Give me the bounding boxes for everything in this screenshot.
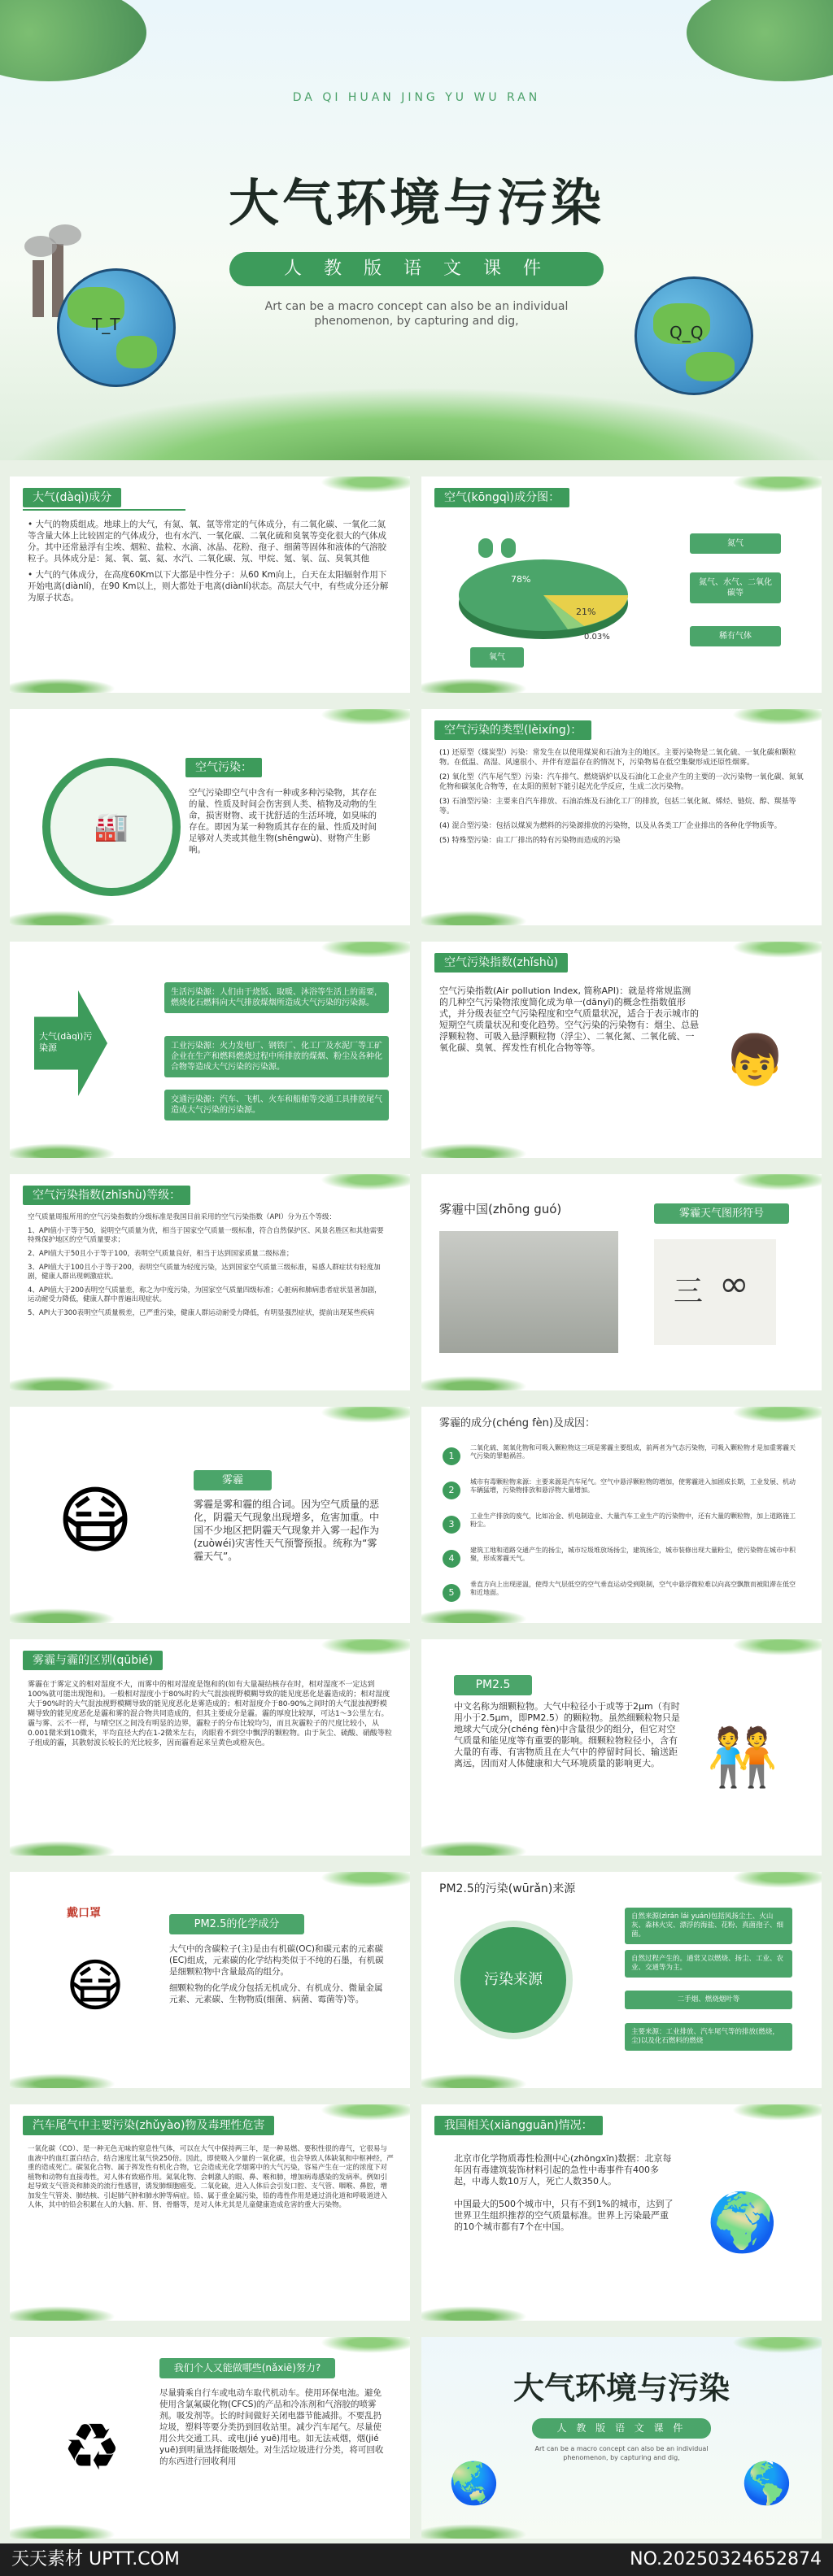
list-item: (1) 还原型（煤炭型）污染：常发生在以使用煤炭和石油为主的地区。主要污染物是二氧化硫、一氧化碳和颗粒物。在低温、高湿、风速很小、并伴有逆温存在的情况下，污染物易在低空集聚形成还原性烟雾。 bbox=[439, 749, 796, 767]
slide-pollution-sources bbox=[10, 942, 410, 1158]
slide-heading: 雾霾的成分(chéng fèn)及成因： bbox=[439, 1417, 595, 1429]
slide-exhaust-pollutants bbox=[10, 2104, 410, 2321]
cover-description: Art can be a macro concept can also be an individual phenomenon, by capturing and dig, bbox=[264, 300, 569, 328]
slide-heading: 我国相关(xiāngguān)情况： bbox=[434, 2116, 603, 2135]
sad-earth-icon: T_T bbox=[57, 268, 176, 387]
slide-heading: 雾霾与霾的区别(qūbié) bbox=[23, 1651, 163, 1670]
list-item: (4) 混合型污染：包括以煤炭为燃料的污染源排放的污染物，以及从各类工厂企业排出的各种化学物质等。 bbox=[439, 822, 782, 830]
list-item: 城市有毒颗粒物来源：主要来源是汽车尾气。空气中悬浮颗粒物的增加，使雾霾进入加剧成长期，工业发展、机动车辆猛增，污染物排放和悬浮物大量增加。 bbox=[470, 1478, 796, 1494]
polluted-earth-icon: 🌍 bbox=[707, 2188, 778, 2256]
students-icon: 🧑‍🤝‍🧑 bbox=[707, 1723, 778, 1791]
recycling-earth-icon: ♻ bbox=[63, 2408, 121, 2485]
list-item: 4、API值大于200表明空气质量差，称之为中度污染，为国家空气质量四级标准；心脏病和肺病患者症状显著加剧，运动耐受力降低，健康人群中普遍出现症状。 bbox=[28, 1286, 382, 1303]
paragraph: 雾霾在于雾定义的相对湿度不大，而雾中的相对湿度是饱和的(如有大量凝结核存在时，相对湿度不一定达到100%就可能出现饱和)。一般相对湿度小于80%时的大气混浊视野模糊导致的能见度恶化是霾造成的；相对湿度大于90%时的大气混浊视野模糊导致的能见度恶化是雾造成的；相对湿度介于80-90%之间时的大气混浊视野模糊导致的能见度恶化是霾和雾的混合物共同造成的，但其主要成分是霾。霾的厚度比较厚，可达1～3公里左右。霾与雾、云不一样，与晴空区之间没有明显的边界，霾粒子的分布比较均匀，而且灰霾粒子的尺度比较小，从0.001微米到10微米，平均直径大约在1-2微米左右，肉眼看不到空中飘浮的颗粒物。由于灰尘、硫酸、硝酸等粒子组成的霾，其散射波长较长的光比较多，因而霾看起来呈黄色或橙灰色。 bbox=[28, 1681, 392, 1747]
source-box: 生活污染源：人们由于烧饭、取暖、沐浴等生活上的需要，燃烧化石燃料向大气排放煤烟所造成大气污染的污染源。 bbox=[164, 982, 389, 1013]
paragraph: 中文名称为细颗粒物。大气中粒径小于或等于2μm（有时用小于2.5μm，即PM2.5）的颗粒物。虽然细颗粒物只是地球大气成分(chéng fèn)中含量很少的组分，但它对空气质量和能见度等有重要的影响。细颗粒物粒径小，含有大量的有毒、有害物质且在大气中的停留时间长、输送距离远，因而对人体健康和大气环境质量的影响更大。 bbox=[454, 1701, 680, 1769]
paragraph: 大气中的含碳粒子(主)是由有机碳(OC)和碳元素的元素碳(EC)组成，元素碳的化学结构类似于不纯的石墨，有机碳是细颗粒物中含量最高的组分。 bbox=[169, 1944, 384, 1977]
slide-heading: 空气污染指数(zhǐshù) bbox=[434, 953, 568, 973]
slide-end-cover bbox=[421, 2337, 822, 2539]
list-item: 2、API值大于50且小于等于100，表明空气质量良好，相当于达到国家质量二级标准； bbox=[28, 1250, 294, 1258]
slide-pollution-types bbox=[421, 709, 822, 925]
slide-fog-vs-haze bbox=[10, 1639, 410, 1856]
end-pill: 人 教 版 语 文 课 件 bbox=[532, 2418, 711, 2439]
slide-personal-efforts bbox=[10, 2337, 410, 2539]
slide-heading: PM2.5的污染(wūrǎn)来源 bbox=[439, 1882, 576, 1895]
paragraph: 北京市化学物质毒性检测中心(zhōngxīn)数据：北京每年因有毒建筑装饰材料引起的急性中毒事件有400多起，中毒人数10万人，死亡人数350人。 bbox=[454, 2153, 672, 2187]
heading-underline bbox=[23, 509, 185, 511]
slide-api-levels bbox=[10, 1174, 410, 1390]
list-item: 3、API值大于100且小于等于200，表明空气质量为轻度污染，达到国家空气质量三级标准，易感人群症状有轻度加剧，健康人群出现刺激症状。 bbox=[28, 1264, 381, 1281]
source-item: 二手烟、燃烧烟叶等 bbox=[625, 1991, 792, 2009]
slide-smog-china bbox=[421, 1174, 822, 1390]
list-item: (5) 特殊型污染：由工厂排出的特有污染物而造成的污染 bbox=[439, 837, 621, 845]
list-item: 5、API大于300表明空气质量极差，已严重污染，健康人群运动耐受力降低，有明显强烈症状，提前出现某些疾病 bbox=[28, 1309, 375, 1317]
watermark-footer bbox=[0, 2543, 833, 2576]
cover-title: 大气环境与污染 bbox=[228, 173, 604, 233]
list-item: 工业生产排放的废气，比如冶金、机电制造业、大量汽车工业生产的污染物中，还有大量的颗粒物，加上道路施工粉尘。 bbox=[470, 1512, 796, 1528]
paragraph: 中国最大的500个城市中，只有不到1%的城市，达到了世界卫生组织推荐的空气质量标准。世界上污染最严重的10个城市都有7个在中国。 bbox=[454, 2199, 674, 2232]
slide-heading: 我们个人又能做哪些(nǎxiē)努力? bbox=[159, 2358, 335, 2378]
slide-heading: 空气污染指数(zhǐshù)等级： bbox=[23, 1186, 190, 1205]
source-item: 主要来源：工业排放、汽车尾气等的排放(燃烧，尘)以及化石燃料的燃烧 bbox=[625, 2023, 792, 2051]
list-item: 垂直方向上出现逆温，使得大气层低空的空气垂直运动受到限制，空气中悬浮微粒难以向高空飘散而被阻滞在低空和近地面。 bbox=[470, 1581, 796, 1596]
list-item: 建筑工地和道路交通产生的扬尘，城市垃圾堆放场扬尘，建筑扬尘，城市装修出现大量粉尘，使污染物在城市中积聚，形成雾霾天气。 bbox=[470, 1547, 796, 1562]
slide-heading: 汽车尾气中主要污染(zhǔyào)物及毒理性危害 bbox=[23, 2116, 274, 2135]
crying-earth-icon: 🌎 bbox=[741, 2459, 793, 2507]
slide-atmosphere-composition bbox=[10, 476, 410, 693]
grass-decoration bbox=[0, 387, 833, 460]
slide-smog-definition bbox=[10, 1407, 410, 1623]
watermark-id: NO.20250324652874 bbox=[630, 2549, 822, 2569]
slide-heading: 雾霾 bbox=[194, 1470, 272, 1490]
pollution-icon: 🏭 bbox=[42, 758, 181, 896]
symbol-panel bbox=[654, 1239, 776, 1345]
smog-symbol: ∞ bbox=[719, 1264, 749, 1305]
slide-air-composition-chart bbox=[421, 476, 822, 693]
pie-label-78: 78% bbox=[511, 574, 531, 585]
paragraph: 空气污染即空气中含有一种或多种污染物，其存在的量、性质及时间会伤害到人类、植物及动物的生命，损害财物、或干扰舒适的生活环境，如臭味的存在。即因为某一种物质其存在的量、性质及时间足够对人类或其他生物(shēngwù)、财物产生影响。 bbox=[189, 788, 377, 855]
list-item: (2) 氧化型（汽车尾气型）污染：汽车排气、燃烧锅炉以及石油化工企业产生的主要的一次污染物一氧化碳、氮氧化物和碳氢化合物等，在太阳的照射下能引起光化学反应，生成二次污染物。 bbox=[439, 773, 804, 791]
slide-heading: 大气(dàqì)成分 bbox=[23, 488, 121, 507]
slide-heading: PM2.5的化学成分 bbox=[169, 1914, 304, 1934]
slide-heading: 空气污染的类型(lèixíng)： bbox=[434, 720, 591, 740]
masked-family-icon: 😷 bbox=[65, 1952, 125, 2019]
slide-heading: 空气(kōngqì)成分图： bbox=[434, 488, 569, 507]
list-item: 二氧化硫、氮氧化物和可吸入颗粒物这三项是雾霾主要组成，前两者为气态污染物，可吸入颗粒物才是加重雾霾天气污染的罪魁祸首。 bbox=[470, 1444, 796, 1460]
slide-smog-components: 雾霾的成分(chéng fèn)及成因： 1 2 3 4 5 二氧化硫、氮氧化物和可吸入颗粒物这三项是雾霾主要组成，前两者为气态污染物，可吸入颗粒物才是加重雾霾天气污染的罪魁祸首。 城市有毒颗粒物来源：主要来源是汽车尾气。空气中悬浮颗粒物的增加，使雾霾进入加剧成长期，工业发展、机动车辆猛增，污染物排放和悬浮物大量增加。 工业生产排放的废气，比如冶金、机电制造业、大量汽车工业生产的污染物中，还有大量的颗粒物，加上道路施工粉尘。 建筑工地和道路交通产生的扬尘，城市垃圾堆放场扬尘，建筑扬尘，城市装修出现大量粉尘，使污染物在城市中积聚，形成雾霾天气。 垂直方向上出现逆温，使得大气层低空的空气垂直运动受到限制，空气中悬浮微粒难以向高空飘散而被阻滞在低空和近地面。 bbox=[421, 1407, 822, 1623]
list-item: 空气质量周报所用的空气污染指数的分级标准是我国目前采用的空气污染指数（API）分为五个等级： bbox=[28, 1213, 336, 1221]
slide-heading: 空气污染： bbox=[185, 758, 262, 777]
smog-photo bbox=[439, 1231, 618, 1353]
leaf-decoration bbox=[687, 0, 833, 81]
arrow-label: 大气(dàqì)污染源 bbox=[39, 1031, 93, 1053]
slide-air-pollution bbox=[10, 709, 410, 925]
paragraph: 一氧化碳（CO）、是一种无色无味的窒息性气体，可以在大气中保持两三年，是一种易燃、要积性很的毒气，它很易与血液中的血红蛋白结合，结合速度比氧气快250倍。因此，即使吸入少量的一氧化碳，也会导致人体缺氧和中枢神经，严重的造成死亡。碳氢化合物、属于挥发性有机化合物，它会造成光化学烟雾中的大气污染，容易产生在一定的浓度下对植物和动物有直接毒性，对人体有致癌作用。氮氧化物、会刺激人的眼、鼻、喉和肺，增加病毒感染的发病率。例如引起导致支气管炎和肺炎的流行性感冒，诱发肺细胞癌变。二氧化硫，进入人体后会引发口腔、支气管、咽喉、鼻腔，增加发生气管炎、肺结核、引起肺气肿和肺水肿等病症。铅、属于重金属污染，铅的毒性作用是通过消化道和呼吸道进入人体，其中的铅会积累在人的大脑、肝、肾、骨骼等，是对人体尤其是儿童健康造成危害的重大污染物。 bbox=[28, 2145, 394, 2209]
leaf-decoration bbox=[0, 0, 146, 81]
oxygen-label: 氧气 bbox=[470, 647, 524, 668]
slide-api-index bbox=[421, 942, 822, 1158]
legend-item: 氮气、水气、二氧化碳等 bbox=[690, 572, 781, 603]
pie-label-21: 21% bbox=[576, 607, 596, 617]
slide-pm25-chemistry bbox=[10, 1872, 410, 2088]
slide-pm25-sources bbox=[421, 1872, 822, 2088]
end-description: Art can be a macro concept can also be an individual phenomenon, by capturing and dig, bbox=[534, 2445, 709, 2461]
list-item: (3) 石油型污染：主要来自汽车排放、石油冶炼及石油化工厂的排放，包括二氧化氮、烯烃、链烷、醇、羰基等等。 bbox=[439, 798, 796, 816]
sources-center: 污染来源 bbox=[454, 1921, 573, 2039]
paragraph: 尽量骑乘自行车或电动车取代机动车。使用环保电池。避免使用含氯氟碳化物(CFCS)的产品和冷冻剂和气溶胶的喷雾剂。吸发剂等。长的时间做好关闭电器节能减排。不要乱扔垃圾，塑料等要分类扔到回收站里。减少汽车尾气。尽量使用公共交通工具、或电(jié yuē)用电。如无法戒烟，烟(jié yuē)到明量选择能吸烟处。对生活垃圾进行分类，将可回收的东西进行回收利用 bbox=[159, 2388, 384, 2466]
cover-pill: 人 教 版 语 文 课 件 bbox=[229, 252, 604, 286]
paragraph: • 大气的物质组成。地球上的大气，有氮、氧、氩等常定的气体成分，有二氧化碳、一氧化二氮等含量大体上比较固定的气体成分，也有水汽、一氧化碳、二氧化硫和臭氧等变化很大的气体成分。其中还常悬浮有尘埃、烟粒、盐粒、水滴、冰晶、花粉、孢子、细菌等固体和液体的气溶胶粒子。具体成分是：氮、氧、氩、氦、水汽、二氧化碳、氖、甲烷、氪、氡、氙、臭氧其他 bbox=[28, 520, 386, 564]
crying-earth-icon: Q_Q bbox=[635, 276, 753, 395]
cover-subtitle: DA QI HUAN JING YU WU RAN bbox=[292, 91, 541, 104]
slide-heading: 雾霾中国(zhōng guó) bbox=[439, 1202, 562, 1216]
sad-earth-icon: 🌏 bbox=[448, 2459, 500, 2507]
boy-avatar-icon: 👦 bbox=[724, 1031, 786, 1089]
watermark-left: 天天素材 UPTT.COM bbox=[11, 2549, 180, 2569]
source-item: 自然过程产生的。通常又以燃烧、扬尘、工业、农业、交通等为主。 bbox=[625, 1950, 792, 1978]
slide-pm25 bbox=[421, 1639, 822, 1856]
haze-symbol: 三 bbox=[674, 1275, 704, 1308]
end-title: 大气环境与污染 bbox=[512, 2370, 730, 2406]
legend-item: 氮气 bbox=[690, 533, 781, 554]
masked-man-icon: 😷 bbox=[57, 1477, 133, 1564]
paragraph: 空气污染指数(Air pollution Index, 简称API)：就是将常规监测的几种空气污染物浓度简化成为单一(dānyī)的概念性指数值形式，并分级表征空气污染程度和空气质量状况，适合于表示城市的短期空气质量状况和变化趋势。空气污染的污染物有：烟尘、总悬浮颗粒物、可吸入悬浮颗粒物（浮尘）、二氧化氮、二氧化硫、一氧化碳、臭氧、挥发性有机化合物等等。 bbox=[439, 986, 699, 1053]
source-item: 自然来源(zìrán lái yuán)包括风扬尘土、火山灰、森林火灾、漂浮的海盐、花粉、真菌孢子、细菌。 bbox=[625, 1908, 792, 1944]
pie-chart bbox=[454, 525, 641, 655]
list-item: 1、API值小于等于50，说明空气质量为优，相当于国家空气质量一级标准，符合自然保护区、风景名胜区和其他需要特殊保护地区的空气质量要求； bbox=[28, 1227, 384, 1244]
paragraph: • 大气的气体成分，在高度60Km以下大都是中性分子：从60 Km向上，白天在太阳辐射作用下开始电离(diànlí)，在90 Km以上，则大都处于电离(diànlí)状态。高层大气中，有些成分还分解为原子状态。 bbox=[28, 570, 389, 603]
pie-label-003: 0.03% bbox=[584, 633, 610, 642]
slide-heading: PM2.5 bbox=[454, 1675, 532, 1695]
mask-sign: 戴口罩 bbox=[67, 1907, 101, 1920]
slide-china-situation bbox=[421, 2104, 822, 2321]
legend-item: 稀有气体 bbox=[690, 626, 781, 646]
paragraph: 雾霾是雾和霾的组合词。因为空气质量的恶化，阴霾天气现象出现增多，危害加重。中国不少地区把阴霾天气现象并入雾一起作为(zuòwéi)灾害性天气预警预报。统称为“雾霾天气”。 bbox=[194, 1499, 380, 1562]
paragraph: 细颗粒物的化学成分包括无机成分、有机成分、微量金属元素、元素碳、生物物质(细菌、病菌、霉菌等)等。 bbox=[169, 1983, 383, 2004]
source-box: 工业污染源：火力发电厂、钢铁厂、化工厂及水泥厂等工矿企业在生产和燃料燃烧过程中所排放的煤烟、粉尘及各种化合物等造成大气污染的污染源。 bbox=[164, 1036, 389, 1077]
cover-slide bbox=[0, 0, 833, 460]
symbol-badge: 雾霾天气图形符号 bbox=[654, 1203, 789, 1224]
source-box: 交通污染源：汽车、飞机、火车和船舶等交通工具排放尾气造成大气污染的污染源。 bbox=[164, 1090, 389, 1120]
